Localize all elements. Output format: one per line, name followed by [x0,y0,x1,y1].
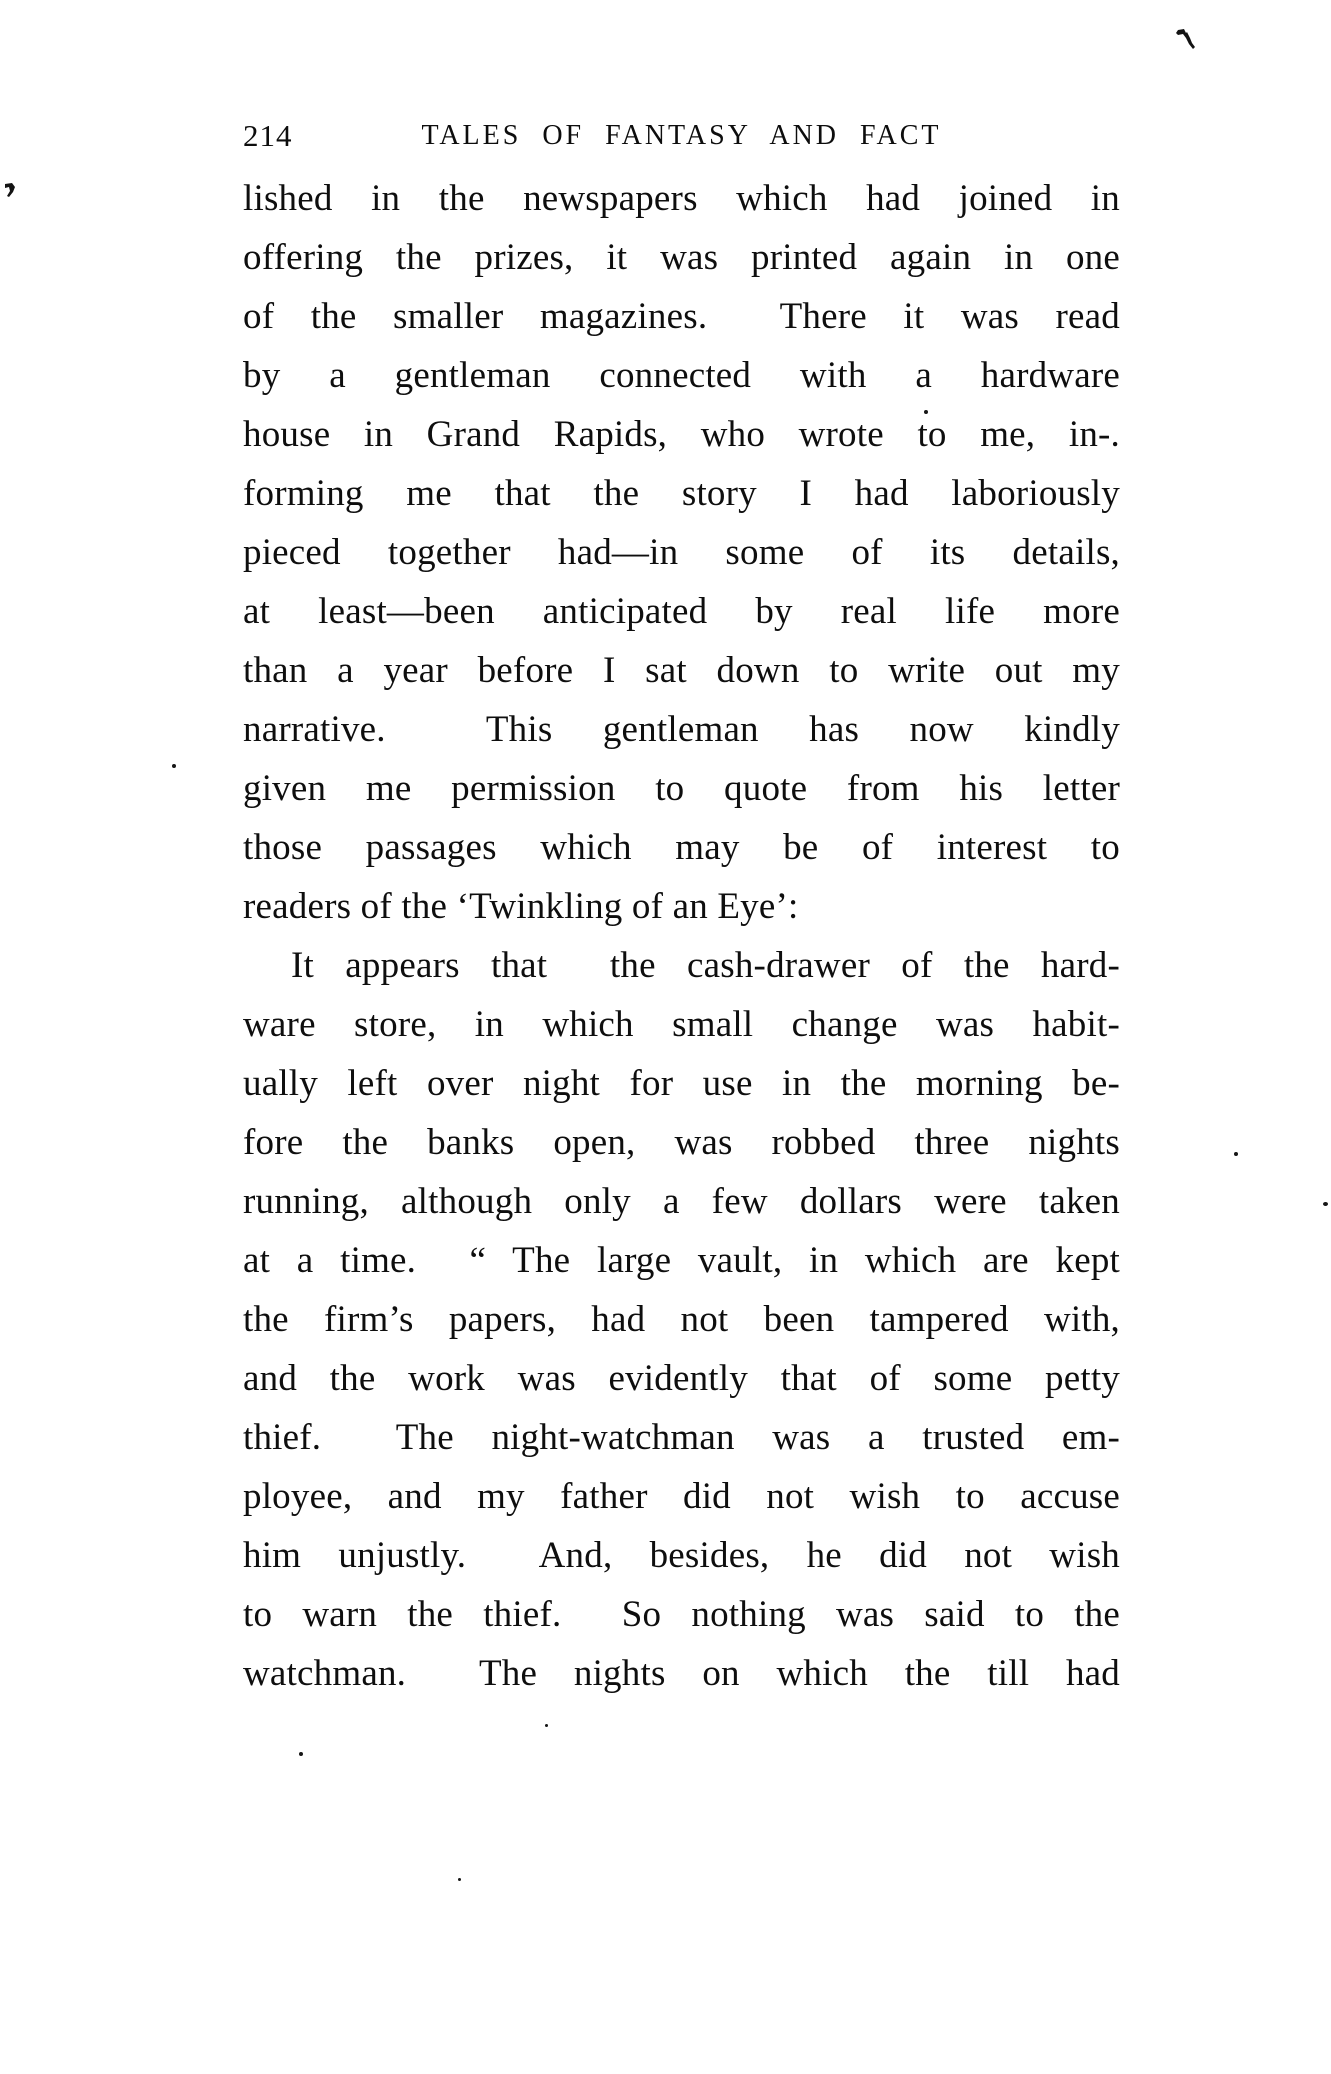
scan-speck [1234,1152,1238,1156]
text-line: It appears that the cash-drawer of the hard- [291,945,1120,986]
text-line: by a gentleman connected with a hardware [243,355,1120,396]
text-line: forming me that the story I had laboriously [243,473,1120,514]
running-header [243,117,1120,151]
text-line: pieced together had—in some of its details, [243,532,1120,573]
scan-speck [1323,1202,1328,1206]
text-line: lished in the newspapers which had joined in [243,178,1120,219]
text-line: of the smaller magazines. There it was read [243,296,1120,337]
scan-speck [172,764,176,768]
text-line: to warn the thief. So nothing was said to the [243,1594,1120,1635]
text-line: ployee, and my father did not wish to accuse [243,1476,1120,1517]
text-line: him unjustly. And, besides, he did not wish [243,1535,1120,1576]
text-line: the firm’s papers, had not been tampered with, [243,1299,1120,1340]
text-line: those passages which may be of interest to [243,827,1120,868]
ink-mark [1174,26,1198,52]
text-line: readers of the ‘Twinkling of an Eye’: [243,886,799,927]
margin-ink-blot [4,182,18,199]
scan-speck [458,1878,461,1881]
text-block [243,169,1120,1703]
text-line: fore the banks open, was robbed three nights [243,1122,1120,1163]
text-line: thief. The night-watchman was a trusted em- [243,1417,1120,1458]
text-line: given me permission to quote from his letter [243,768,1120,809]
text-line: ware store, in which small change was habit- [243,1004,1120,1045]
text-line: running, although only a few dollars were taken [243,1181,1120,1222]
text-line: and the work was evidently that of some petty [243,1358,1120,1399]
text-line: than a year before I sat down to write out my [243,650,1120,691]
text-line: offering the prizes, it was printed again in one [243,237,1120,278]
text-line: at least—been anticipated by real life more [243,591,1120,632]
text-line: at a time. “ The large vault, in which are kept [243,1240,1120,1281]
text-line: watchman. The nights on which the till had [243,1653,1120,1694]
running-title: TALES OF FANTASY AND FACT [421,120,942,151]
scan-speck [924,410,928,414]
scan-speck [545,1724,548,1727]
page-number: 214 [243,118,293,153]
scan-speck [299,1752,303,1756]
text-line: narrative. This gentleman has now kindly [243,709,1120,750]
text-line: house in Grand Rapids, who wrote to me, in-. [243,414,1120,455]
text-line: ually left over night for use in the morning be- [243,1063,1120,1104]
